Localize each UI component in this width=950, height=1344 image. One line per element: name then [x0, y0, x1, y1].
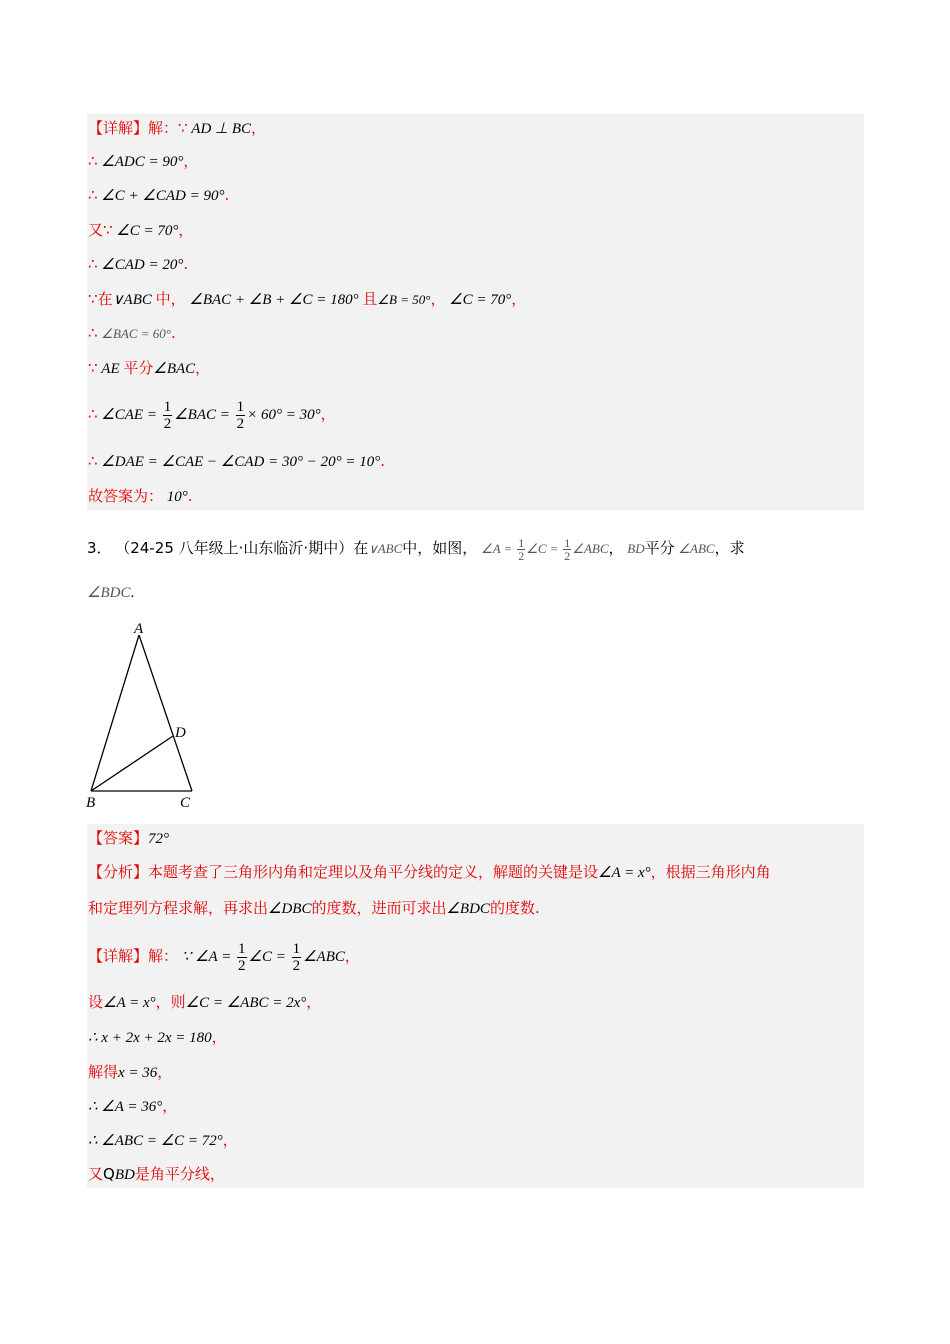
label-a: A [134, 621, 144, 637]
question-3: 3． （24-25 八年级上·山东临沂·期中）在∨ABC中，如图， ∠A = $\frac{1}{2}$ ∠C = $\frac{1}{2}$ ∠ABC， BD平分 ∠ABC，求 [87, 536, 745, 564]
fraction-half: $\frac{1}{2}$ [564, 536, 571, 564]
fraction-half: $\frac{1}{2}$ [236, 399, 245, 433]
segment-bd [91, 736, 173, 791]
solution-block-2 [87, 824, 864, 1188]
detail-line-6: ∴ ∠ABC = ∠C = 72°， [88, 1131, 238, 1149]
answer-value: 72° [148, 831, 170, 847]
answer-line [88, 828, 169, 849]
fraction-half: $\frac{1}{2}$ [518, 536, 525, 564]
analysis-tag: 【分析】 [88, 863, 149, 881]
detail-line-2: 设∠A = x°，则∠C = ∠ABC = 2x°， [88, 993, 322, 1011]
line-8: ∵ AE 平分∠BAC， [88, 359, 211, 377]
line-7: ∴ ∠BAC = 60°. [88, 324, 176, 342]
detail-line-5: ∴ ∠A = 36°， [88, 1097, 178, 1115]
line-5: ∴ ∠CAD = 20°. [88, 255, 189, 273]
triangle-figure [80, 615, 210, 815]
detail-tag: 【详解】解： [88, 947, 179, 965]
detail-line-7: 又QBD是角平分线， [88, 1165, 225, 1183]
label-d: D [175, 725, 186, 741]
question-number: 3． [87, 539, 112, 557]
detail-line-3: ∴ x + 2x + 2x = 180， [88, 1028, 227, 1046]
line-1: 【详解】解：∵ AD ⊥ BC， [88, 119, 267, 137]
answer-tag: 【答案】 [88, 829, 149, 847]
fraction-half: $\frac{1}{2}$ [163, 399, 172, 433]
label-c: C [180, 795, 191, 811]
detail-line-4: 解得x = 36， [88, 1063, 173, 1081]
line-6: ∵在∨ABC 中， ∠BAC + ∠B + ∠C = 180° 且∠B = 50°， ∠C = 70°， [88, 290, 527, 308]
fraction-half: $\frac{1}{2}$ [292, 941, 301, 975]
solution-block-1 [87, 114, 864, 510]
line-2: ∴ ∠ADC = 90°， [88, 152, 199, 170]
analysis-line-2: 和定理列方程求解，再求出∠DBC的度数，进而可求出∠BDC的度数. [88, 899, 540, 917]
detail-tag: 【详解】解：∵ [88, 119, 188, 137]
side-ab [91, 635, 139, 791]
line-9: ∴ ∠CAE = $\frac{1}{2}$ ∠BAC = $\frac{1}{2}$ × 60° = 30°， [88, 399, 336, 433]
line-10: ∴ ∠DAE = ∠CAE − ∠CAD = 30° − 20° = 10°. [88, 452, 386, 470]
line-11: 故答案为： 10°. [88, 487, 193, 505]
question-source: （24-25 八年级上·山东临沂·期中）在 [115, 539, 369, 557]
question-3-target: ∠BDC. [87, 585, 135, 601]
label-b: B [86, 795, 96, 811]
detail-line-1: 【详解】解： ∵ ∠A = $\frac{1}{2}$ ∠C = $\frac{1}{2}$ ∠ABC， [88, 941, 360, 975]
analysis-line-1: 【分析】本题考查了三角形内角和定理以及角平分线的定义，解题的关键是设∠A = x°，根据三角形内角 [88, 863, 771, 881]
line-4: 又∵ ∠C = 70°， [88, 221, 194, 239]
line-3: ∴ ∠C + ∠CAD = 90°. [88, 186, 230, 204]
fraction-half: $\frac{1}{2}$ [238, 941, 246, 975]
side-ac [139, 635, 192, 791]
